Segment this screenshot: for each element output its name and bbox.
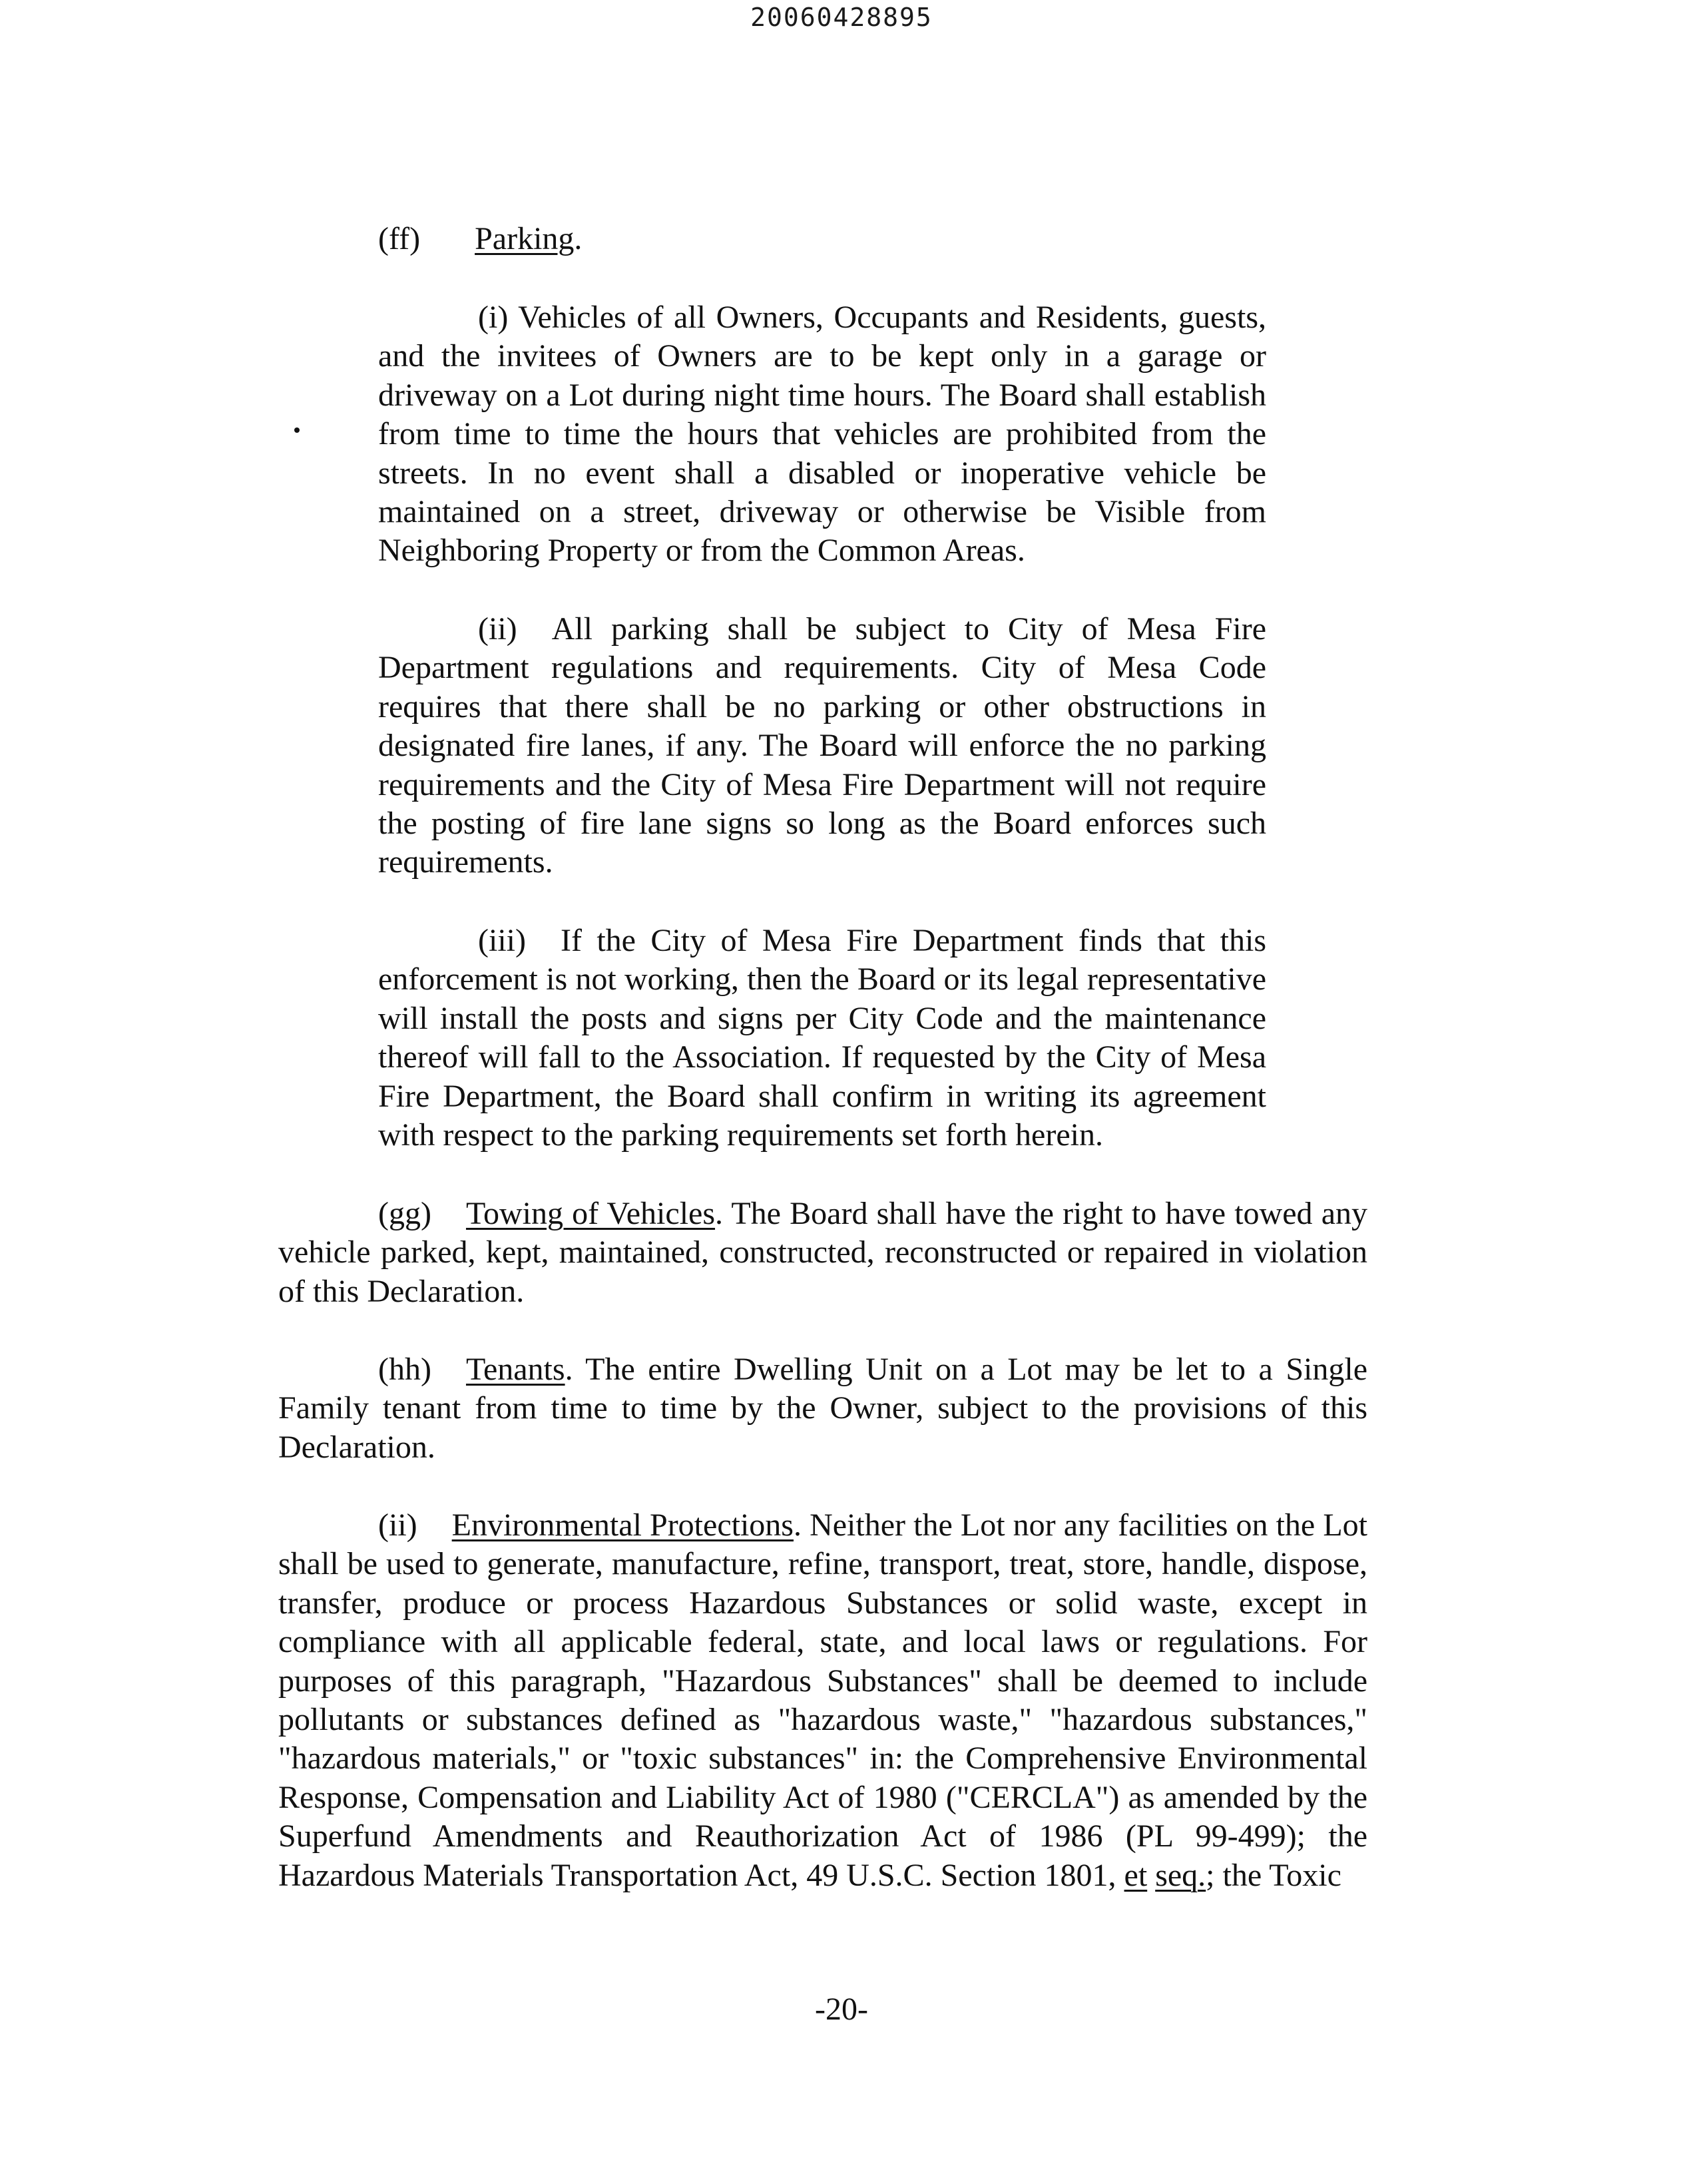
section-ff-sub-iii [378, 922, 1266, 1155]
section-gg [278, 1195, 1367, 1311]
page-number: -20- [815, 1992, 868, 2027]
section-hh [278, 1350, 1367, 1467]
section-hh-title: Tenants [465, 1352, 565, 1387]
section-gg-title: Towing of Vehicles [465, 1196, 716, 1231]
section-ii [278, 1506, 1367, 1895]
section-gg-label: (gg) [378, 1196, 431, 1231]
sub-ii-text: All parking shall be subject to City of Mesa Fire Department regulations and requirements. City of Mesa Code requires that there shall be no parking or other obstructions in designated fire lanes, if any. The Board will enforce the no parking requirements and the City of Mesa Fire Department will not require the posting of fire lane signs so long as the Board enforces such requirements. [378, 611, 1266, 880]
section-ii-text-before: . Neither the Lot nor any facilities on the Lot shall be used to generate, manufacture, refine, transport, treat, store, handle, dispose, transfer, produce or process Hazardous Substances or solid waste, except in compliance with all applicable federal, state, and local laws or regulations. For purposes of this paragraph, "Hazardous Substances" shall be deemed to include pollutants or substances defined as "hazardous waste," "hazardous substances," "hazardous materials," or "toxic substances" in: the Comprehensive Environmental Response, Compensation and Liability Act of 1980 ("CERCLA") as amended by the Superfund Amendments and Reauthorization Act of 1986 (PL 99-499); the Hazardous Materials Transportation Act, 49 U.S.C. Section 1801, [278, 1507, 1367, 1893]
section-ff-title: Parking [475, 221, 575, 256]
section-hh-text: . The entire Dwelling Unit on a Lot may be let to a Single Family tenant from time to time by the Owner, subject to the provisions of this Declaration. [278, 1352, 1367, 1465]
section-ii-text-after: ; the Toxic [1206, 1857, 1341, 1893]
section-ii-seq: seq. [1155, 1857, 1206, 1893]
section-ff-heading [378, 220, 1266, 258]
section-ii-label: (ii) [378, 1507, 417, 1543]
document-number: 20060428895 [750, 3, 933, 32]
section-ff-sub-i [378, 298, 1266, 571]
sub-iii-text: If the City of Mesa Fire Department finds that this enforcement is not working, then the Board or its legal representative will install the posts and signs per City Code and the maintenance thereof will fall to the Association. If requested by the City of Mesa Fire Department, the Board shall confirm in writing its agreement with respect to the parking requirements set forth herein. [378, 923, 1266, 1153]
scan-artifact-dot [294, 427, 300, 433]
section-hh-label: (hh) [378, 1352, 431, 1387]
sub-i-label: (i) [478, 300, 509, 335]
section-ff-title-suffix: . [574, 221, 583, 256]
section-ii-et: et [1124, 1857, 1148, 1893]
sub-ii-label: (ii) [478, 611, 517, 647]
sub-i-text: Vehicles of all Owners, Occupants and Residents, guests, and the invitees of Owners are to be kept only in a garage or driveway on a Lot during night time hours. The Board shall establish from time to time the hours that vehicles are prohibited from the streets. In no event shall a disabled or inoperative vehicle be maintained on a street, driveway or otherwise be Visible from Neighboring Property or from the Common Areas. [378, 300, 1266, 569]
section-ff-sub-ii [378, 610, 1266, 882]
section-ff-label: (ff) [378, 221, 421, 256]
sub-iii-label: (iii) [478, 923, 526, 958]
section-gg-text: . The Board shall have the right to have towed any vehicle parked, kept, maintained, constructed, reconstructed or repaired in violation of this Declaration. [278, 1196, 1367, 1309]
section-ii-title: Environmental Protections [451, 1507, 794, 1543]
